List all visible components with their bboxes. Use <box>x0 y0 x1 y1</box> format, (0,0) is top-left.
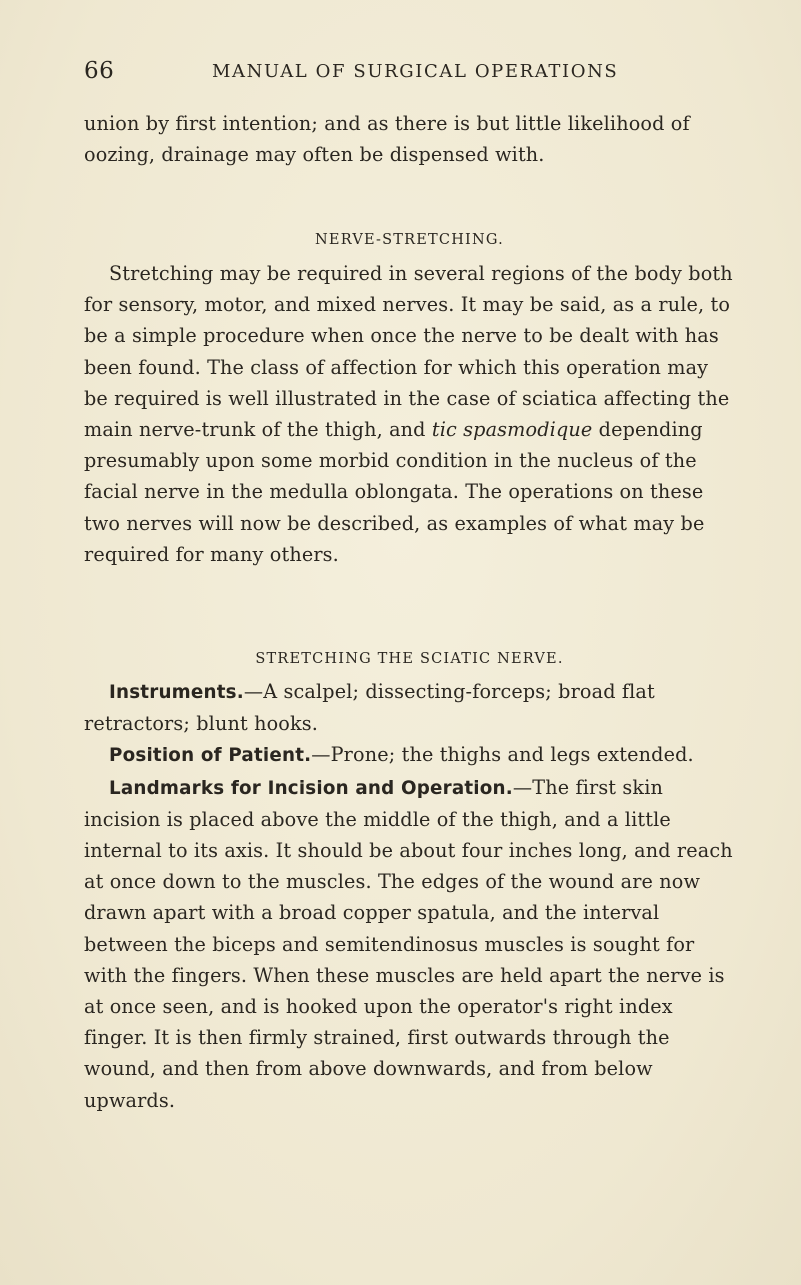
paragraph-text: —The first skin incision is placed above the middle of the thigh, and a little internal to its axis. It should be about four inches long, and reach at once down to the muscles. The edges of the wound are now drawn apart with a broad copper spatula, and the interval between the biceps and semitendinosus muscles is sought for with the fingers. When these muscles are held apart the nerve is at once seen, and is hooked upon the operator's right index finger. It is then firmly strained, first outwards through the wound, and then from above downwards, and from below upwards. <box>84 775 733 1112</box>
page-header <box>84 58 731 88</box>
paragraph-text-part: depending presumably upon some morbid condition in the nucleus of the facial nerve in the medulla oblongata. The operations on these two nerves will now be described, as examples of what may be required for many others. <box>84 418 705 566</box>
paragraph-text: —A scalpel; dissecting-forceps; broad flat retractors; blunt hooks. <box>84 680 655 736</box>
italic-term: tic spasmodique <box>431 418 593 442</box>
section-heading-nerve-stretching: NERVE-STRETCHING. <box>315 232 504 248</box>
paragraph-instruments <box>84 676 735 739</box>
run-in-heading-instruments: Instruments. <box>109 682 244 703</box>
section-heading-sciatic-nerve: STRETCHING THE SCIATIC NERVE. <box>255 651 564 667</box>
running-head: MANUAL OF SURGICAL OPERATIONS <box>212 61 619 82</box>
paragraph-position <box>84 739 735 771</box>
paragraph-nerve-stretching <box>84 258 735 570</box>
paragraph-text-part: Stretching may be required in several regions of the body both for sensory, motor, and mixed nerves. It may be said, as a rule, to be a simple procedure when once the nerve to be dealt with has been found. The class of affection for which this operation may be required is well illustrated in the case of sciatica affecting the main nerve-trunk of the thigh, and <box>84 262 733 442</box>
run-in-heading-landmarks: Landmarks for Incision and Operation. <box>109 777 513 799</box>
page-number: 66 <box>84 58 115 84</box>
run-in-heading-position: Position of Patient. <box>109 745 312 767</box>
paragraph-text: —Prone; the thighs and legs extended. <box>311 743 694 767</box>
paragraph-landmarks <box>84 772 735 1116</box>
sciatic-nerve-body <box>84 676 735 1116</box>
paragraph-continuation: union by first intention; and as there is but little likelihood of oozing, drainage may often be dispensed with. <box>84 112 690 167</box>
